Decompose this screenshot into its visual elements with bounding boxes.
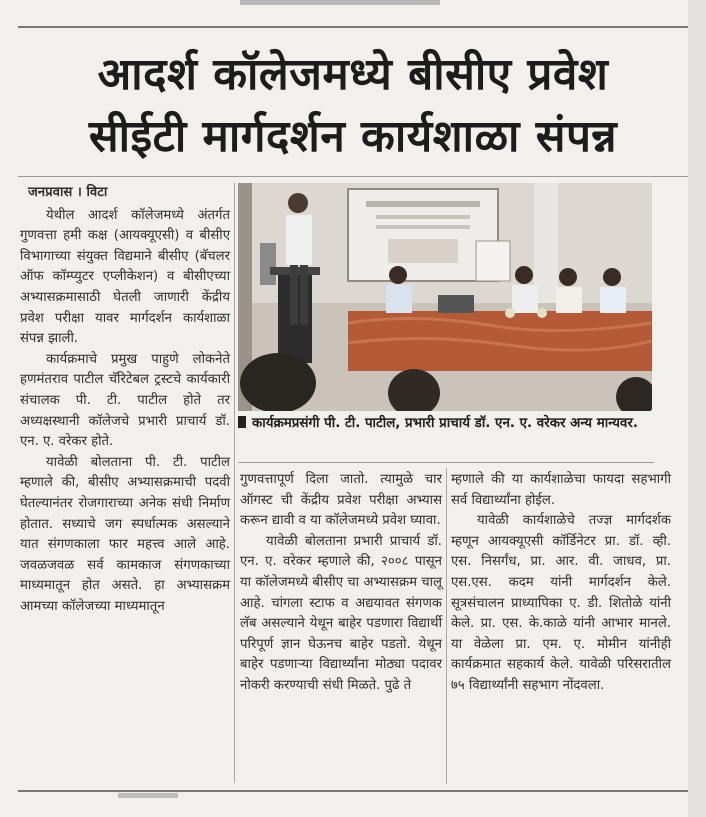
- bottom-divider: [18, 790, 688, 792]
- paragraph: यावेळी बोलताना पी. टी. पाटील म्हणाले की, बीसीए अभ्यासक्रमाची पदवी घेतल्यानंतर रोजगाराच्या अनेक संधी निर्माण होतात. सध्याचे जग स्पर्धात्मक असल्याने यात संगणकाला फार महत्त्व आले आहे. जवळजवळ सर्व कामकाज संगणकाच्या माध्यमातून होत असते. हा अभ्यासक्रम आमच्या कॉलेजच्या माध्यमातून: [20, 454, 230, 614]
- paragraph: कार्यक्रमाचे प्रमुख पाहुणे लोकनेते हणमंतराव पाटील चॅरिटेबल ट्रस्टचे कार्यकारी संचालक पी. टी. पाटील होते तर अध्यक्षस्थानी कॉलेजचे प्रभारी प्राचार्य डॉ. एन. ए. वरेकर होते.: [20, 351, 230, 450]
- paragraph: म्हणाले की या कार्यशाळेचा फायदा सहभागी सर्व विद्यार्थ्यांना होईल.: [451, 472, 671, 508]
- caption-divider: [238, 462, 654, 463]
- page-edge: [688, 0, 706, 817]
- article-column-1: [20, 183, 230, 617]
- paragraph: यावेळी बोलताना प्रभारी प्राचार्य डॉ. एन. ए. वरेकर म्हणाले की, २००८ पासून या कॉलेजमध्ये बीसीए चा अभ्यासक्रम चालू आहे. चांगला स्टाफ व अद्ययावत संगणक लॅब असल्याने येथून बाहेर पडणारा विद्यार्थी परिपूर्ण ज्ञान घेऊनच बाहेर पडतो. येथून बाहेर पडणाऱ्या विद्यार्थ्यांना मोठ्या पदावर नोकरी करण्याची संधी मिळते. पुढे ते: [240, 533, 442, 693]
- footer-remnant: [118, 793, 178, 798]
- event-photo: [238, 183, 652, 411]
- headline-line-1: आदर्श कॉलेजमध्ये बीसीए प्रवेश: [97, 49, 609, 100]
- caption-text: कार्यक्रमप्रसंगी पी. टी. पाटील, प्रभारी प्राचार्य डॉ. एन. ए. वरेकर अन्य मान्यवर.: [252, 416, 638, 431]
- article-column-3: [451, 470, 671, 697]
- event-photo-illustration: [238, 183, 652, 411]
- top-divider: [18, 26, 688, 28]
- photo-caption: [238, 414, 654, 434]
- column-divider: [234, 183, 235, 783]
- caption-marker: [238, 416, 246, 428]
- masthead-remnant: [240, 0, 440, 5]
- dateline: जनप्रवास । विटा: [28, 185, 108, 200]
- headline-divider: [18, 176, 688, 177]
- headline: [18, 44, 688, 168]
- column-divider: [446, 468, 447, 784]
- paragraph: गुणवत्तापूर्ण दिला जातो. त्यामुळे चार ऑगस्ट ची केंद्रीय प्रवेश परीक्षा अभ्यास करून द्यावी व या कॉलेजमध्ये प्रवेश घ्यावा.: [240, 472, 442, 529]
- paragraph: यावेळी कार्यशाळेचे तज्ज्ञ मार्गदर्शक म्हणून आयक्यूएसी कॉर्डिनेटर प्रा. डॉ. व्ही. एस. निसर्गंध, प्रा. आर. वी. जाधव, प्रा. एस.एस. कदम यांनी मार्गदर्शन केले. सूत्रसंचालन प्राध्यापिका ए. डी. शितोळे यांनी केले. प्रा. एस. के.काळे यांनी आभार मानले. या वेळेला प्रा. एम. ए. मोमीन यांनीही कार्यक्रमात सहकार्य केले. यावेळी परिसरातील ७५ विद्यार्थ्यांनी सहभाग नोंदवला.: [451, 513, 671, 693]
- article-column-2: [240, 470, 442, 697]
- headline-line-2: सीईटी मार्गदर्शन कार्यशाळा संपन्न: [88, 111, 618, 162]
- paragraph: येथील आदर्श कॉलेजमध्ये अंतर्गत गुणवत्ता हमी कक्ष (आयक्यूएसी) व बीसीए विभागाच्या संयुक्त विद्यमाने बीसीए (बॅचलर ऑफ कॉम्प्युटर एप्लीकेशन) व बीसीएच्या अभ्यासक्रमासाठी घेतली जाणारी केंद्रीय प्रवेश परीक्षा यावर मार्गदर्शन कार्यशाळा संपन्न झाली.: [20, 207, 230, 347]
